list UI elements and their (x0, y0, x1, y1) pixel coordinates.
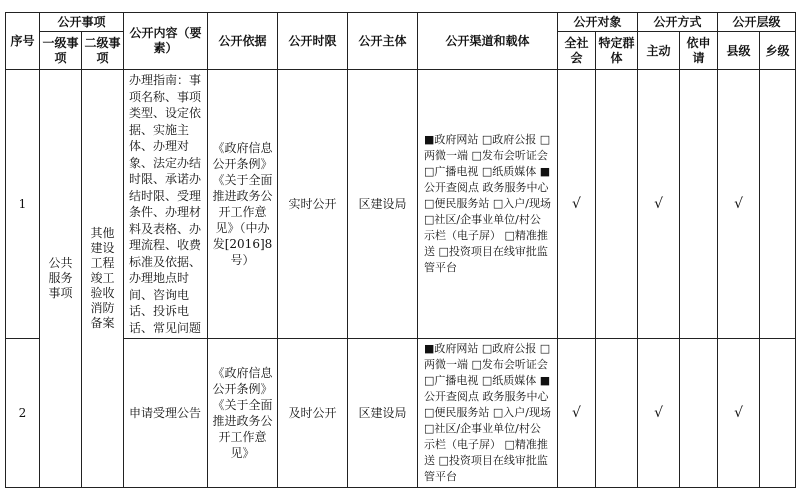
specific-check (596, 70, 638, 339)
header-seq: 序号 (6, 13, 40, 70)
subject-cell: 区建设局 (348, 339, 418, 488)
header-target: 公开对象 (558, 13, 638, 32)
level2-cell: 其他建设工程竣工验收消防备案 (82, 70, 124, 488)
timelimit-cell: 及时公开 (278, 339, 348, 488)
active-check: √ (638, 70, 680, 339)
county-check: √ (718, 70, 760, 339)
header-matter: 公开事项 (40, 13, 124, 32)
header-request: 依申请 (680, 32, 718, 70)
society-check: √ (558, 70, 596, 339)
channel-cell: ■政府网站 □政府公报 □两微一端 □发布会听证会 □广播电视 □纸质媒体 ■公开查阅点 政务服务中心 □便民服务站 □入户/现场 □社区/企事业单位/村公示栏（电子屏） □精准推送 □投资项目在线审批监管平台 (418, 339, 558, 488)
header-county: 县级 (718, 32, 760, 70)
header-timelimit: 公开时限 (278, 13, 348, 70)
header-mode: 公开方式 (638, 13, 718, 32)
header-society: 全社会 (558, 32, 596, 70)
header-level1: 一级事项 (40, 32, 82, 70)
society-check: √ (558, 339, 596, 488)
specific-check (596, 339, 638, 488)
county-check: √ (718, 339, 760, 488)
timelimit-cell: 实时公开 (278, 70, 348, 339)
table-row (6, 339, 796, 488)
header-channel: 公开渠道和载体 (418, 13, 558, 70)
township-check (760, 70, 796, 339)
header-content: 公开内容（要素） (124, 13, 208, 70)
basis-cell: 《政府信息公开条例》《关于全面推进政务公开工作意见》 (208, 339, 278, 488)
header-level2: 二级事项 (82, 32, 124, 70)
header-subject: 公开主体 (348, 13, 418, 70)
level1-cell: 公共服务事项 (40, 70, 82, 488)
header-township: 乡级 (760, 32, 796, 70)
row-seq: 1 (6, 70, 40, 339)
basis-cell: 《政府信息公开条例》《关于全面推进政务公开工作意见》（中办发[2016]8号） (208, 70, 278, 339)
subject-cell: 区建设局 (348, 70, 418, 339)
header-layer: 公开层级 (718, 13, 796, 32)
content-cell: 办理指南：事项名称、事项类型、设定依据、实施主体、办理对象、法定办结时限、承诺办结时限、受理条件、办理材料及表格、办理流程、收费标准及依据、办理地点时间、咨询电话、投诉电话、常见问题 (124, 70, 208, 339)
township-check (760, 339, 796, 488)
content-cell: 申请受理公告 (124, 339, 208, 488)
channel-cell: ■政府网站 □政府公报 □两微一端 □发布会听证会 □广播电视 □纸质媒体 ■公开查阅点 政务服务中心 □便民服务站 □入户/现场 □社区/企事业单位/村公示栏（电子屏） □精准推送 □投资项目在线审批监管平台 (418, 70, 558, 339)
active-check: √ (638, 339, 680, 488)
header-basis: 公开依据 (208, 13, 278, 70)
header-specific: 特定群体 (596, 32, 638, 70)
row-seq: 2 (6, 339, 40, 488)
request-check (680, 70, 718, 339)
request-check (680, 339, 718, 488)
disclosure-table (5, 12, 796, 488)
table-row (6, 70, 796, 339)
header-active: 主动 (638, 32, 680, 70)
